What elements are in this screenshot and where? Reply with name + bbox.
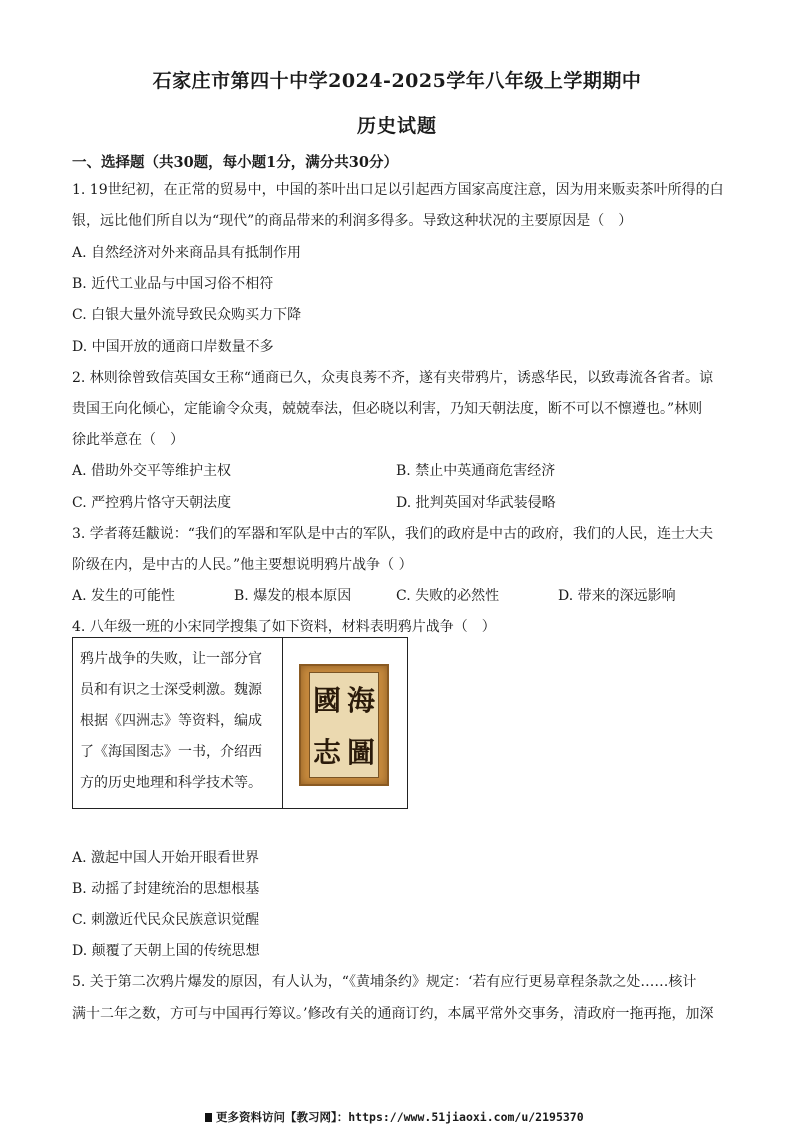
q3-stem-line: 阶级在内，是中古的人民。”他主要想说明鸦片战争（ ） <box>72 557 413 573</box>
q1-stem-line: 银，远比他们所自以为“现代”的商品带来的利润多得多。导致这种状况的主要原因是（ ） <box>72 213 633 229</box>
q2-stem-line: 贵国王向化倾心，定能谕令众夷，兢兢奉法，但必晓以利害，乃知天朝法度，断不可以不懔遵也。”林则 <box>72 401 703 417</box>
q4-option-d: D. 颠覆了天朝上国的传统思想 <box>72 943 260 959</box>
q1-option-d: D. 中国开放的通商口岸数量不多 <box>72 339 274 355</box>
q4-option-a: A. 激起中国人开始开眼看世界 <box>72 850 260 866</box>
exam-title: 石家庄市第四十中学2024-2025学年八年级上学期期中 <box>152 70 642 92</box>
q1-option-b: B. 近代工业品与中国习俗不相符 <box>72 276 274 292</box>
book-char: 志 <box>312 736 341 769</box>
book-char: 海 <box>346 684 375 717</box>
q5-stem-line: 满十二年之数，方可与中国再行筹议。’修改有关的通商订约，本属平常外交事务，清政府一拖再拖，加深 <box>72 1006 714 1022</box>
q2-option-a: A. 借助外交平等维护主权 <box>72 463 232 479</box>
q3-option-c: C. 失败的必然性 <box>396 588 500 604</box>
q3-option-a: A. 发生的可能性 <box>72 588 176 604</box>
footer-text: 更多资料访问【教习网】：https://www.51jiaoxi.com/u/2195370 <box>216 1110 584 1124</box>
q4-option-b: B. 动摇了封建统治的思想根基 <box>72 881 260 897</box>
q1-option-a: A. 自然经济对外来商品具有抵制作用 <box>72 245 302 261</box>
q3-stem-line: 3. 学者蒋廷黻说：“我们的军器和军队是中古的军队，我们的政府是中古的政府，我们的人民，连士大夫 <box>72 526 713 542</box>
footer-link[interactable] <box>205 1109 584 1125</box>
q2-option-d: D. 批判英国对华武装侵略 <box>396 495 556 511</box>
q4-material-text-cell <box>73 638 283 808</box>
exam-subtitle: 历史试题 <box>356 115 437 137</box>
q5-stem-line: 5. 关于第二次鸦片爆发的原因，有人认为，“《黄埔条约》规定：‘若有应行更易章程条款之处……核计 <box>72 974 697 990</box>
q1-option-c: C. 白银大量外流导致民众购买力下降 <box>72 307 302 323</box>
q4-stem-line: 4. 八年级一班的小宋同学搜集了如下资料，材料表明鸦片战争（ ） <box>72 619 496 635</box>
book-char: 國 <box>312 684 341 717</box>
book-title-label <box>309 672 379 778</box>
q4-material-line: 鸦片战争的失败，让一部分官 <box>80 651 262 667</box>
book-char: 圖 <box>346 736 375 769</box>
q4-option-c: C. 刺激近代民众民族意识觉醒 <box>72 912 260 928</box>
q2-stem-line: 2. 林则徐曾致信英国女王称“通商已久，众夷良莠不齐，遂有夹带鸦片，诱惑华民，以致毒流各省者。谅 <box>72 370 713 386</box>
haiguo-tuzhi-book-cover <box>299 664 389 786</box>
q1-stem-line: 1. 19世纪初，在正常的贸易中，中国的茶叶出口足以引起西方国家高度注意，因为用来贩卖茶叶所得的白 <box>72 182 724 198</box>
q4-material-line: 方的历史地理和科学技术等。 <box>80 775 262 791</box>
flag-icon <box>205 1113 212 1122</box>
q2-option-b: B. 禁止中英通商危害经济 <box>396 463 556 479</box>
q4-material-line: 了《海国图志》一书，介绍西 <box>80 744 262 760</box>
q3-option-d: D. 带来的深远影响 <box>558 588 676 604</box>
section-heading: 一、选择题（共30题，每小题1分，满分共30分） <box>72 154 398 171</box>
q4-material-line: 根据《四洲志》等资料，编成 <box>80 713 262 729</box>
q4-material-line: 员和有识之士深受刺激。魏源 <box>80 682 262 698</box>
q2-option-c: C. 严控鸦片恪守天朝法度 <box>72 495 232 511</box>
q3-option-b: B. 爆发的根本原因 <box>234 588 352 604</box>
q2-stem-line: 徐此举意在（ ） <box>72 432 184 448</box>
